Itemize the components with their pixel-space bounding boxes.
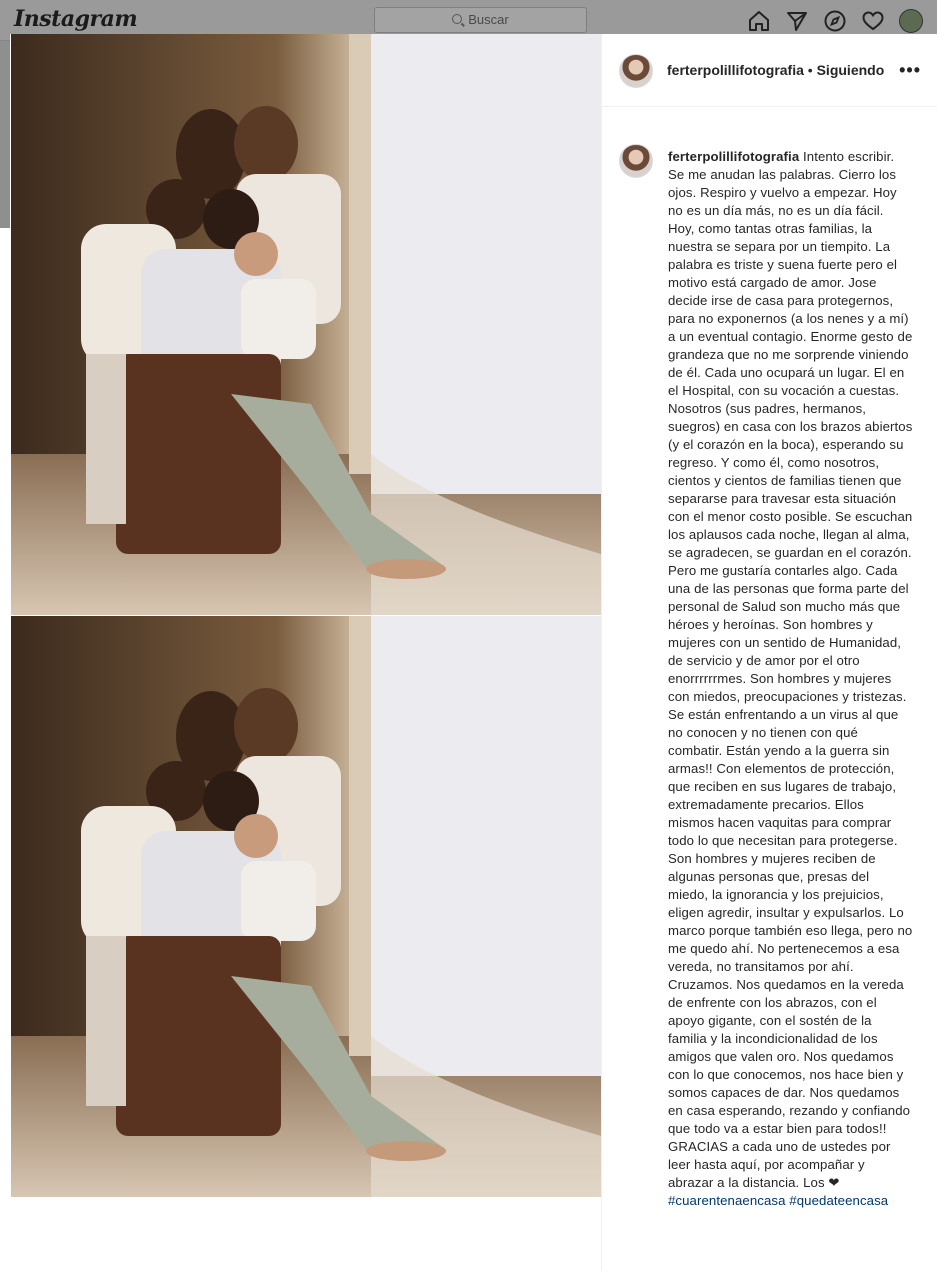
post-modal bbox=[10, 34, 936, 1271]
post-sidebar bbox=[601, 34, 937, 1271]
caption-text: Intento escribir. Se me anudan las palabras. Cierro los ojos. Respiro y vuelvo a empezar. Hoy no es un día más, no es un día fácil. Hoy, como tantas otras familias, la nuestra se separa por un tiempito. La palabra es triste y suena fuerte pero el motivo está cargado de amor. Jose decide irse de casa para protegernos, para no exponernos (a los nenes y a mí) a un eventual contagio. Enorme gesto de grandeza que no me sorprende viniendo de él. Cada uno ocupará un lugar. El en el Hospital, con su vocación a cuestas. Nosotros (sus padres, hermanos, suegros) en casa con los brazos abiertos (y el corazón en la boca), esperando su regreso. Y como él, como nosotros, cientos y cientos de familias tienen que separarse para travesar esta situación con el menor costo posible. Se escuchan los aplausos cada noche, llegan al alma, se agradecen, se guardan en el corazón. Pero me gustaría contarles algo. Cada una de las personas que forma parte del personal de Salud son mucho más que héroes y heroínas. Son hombres y mujeres con un sentido de Humanidad, de servicio y de amor por el otro enorrrrrrmes. Son hombres y mujeres con miedos, preocupaciones y tristezas. Se están enfrentando a un virus al que no conocen y no tienen con qué combatir. Están yendo a la guerra sin armas!! Con elementos de protección, que reciben en sus lugares de trabajo, extremadamente precarios. Ellos mismos hacen vaquitas para comprar todo lo que necesitan para protegerse. Son hombres y mujeres reciben de algunas personas que, presas del miedo, la ignorancia y los prejuicios, eligen agredir, insultar y expulsarlos. Lo marco porque también eso llega, pero no me quedo ahí. No pertenecemos a esa vereda, no transitamos por ahí. Cruzamos. Nos quedamos en la vereda de enfrente con los abrazos, con el apoyo gigante, con el sostén de la familia y la incondicionalidad de los amigos que valen oro. Nos quedamos con lo que conocemos, nos hace bien y somos capaces de dar. Nos quedamos en casa esperando, rezando y confiando que todo va a estar bien para todos!! GRACIAS a cada uno de ustedes por leer hasta aquí, por acompañar y abrazar a la distancia. Los bbox=[668, 149, 913, 1190]
more-options-icon[interactable]: ••• bbox=[899, 60, 921, 80]
post-photo[interactable] bbox=[11, 616, 601, 1197]
search-icon bbox=[452, 14, 462, 24]
nav-icons bbox=[747, 7, 923, 35]
author-avatar[interactable] bbox=[619, 54, 653, 88]
direct-icon[interactable] bbox=[785, 9, 809, 33]
post-header bbox=[602, 34, 937, 107]
profile-avatar[interactable] bbox=[899, 9, 923, 33]
activity-heart-icon[interactable] bbox=[861, 9, 885, 33]
author-info bbox=[667, 62, 884, 78]
caption-username[interactable]: ferterpolillifotografia bbox=[668, 149, 800, 164]
post-caption bbox=[668, 148, 913, 1210]
author-username[interactable]: ferterpolillifotografia bbox=[667, 62, 804, 78]
search-input[interactable] bbox=[374, 7, 587, 33]
heart-emoji: ❤ bbox=[828, 1175, 840, 1190]
caption-author-avatar[interactable] bbox=[619, 144, 653, 178]
explore-icon[interactable] bbox=[823, 9, 847, 33]
caption-hashtags[interactable]: #cuarentenaencasa #quedateencasa bbox=[668, 1193, 889, 1208]
instagram-logo[interactable]: Instagram bbox=[14, 6, 138, 32]
home-icon[interactable] bbox=[747, 9, 771, 33]
post-media bbox=[10, 34, 601, 1198]
separator-dot: • bbox=[803, 62, 817, 78]
search-placeholder: Buscar bbox=[468, 12, 509, 27]
post-photo[interactable] bbox=[11, 34, 601, 615]
follow-status-button[interactable]: Siguiendo bbox=[816, 62, 885, 78]
